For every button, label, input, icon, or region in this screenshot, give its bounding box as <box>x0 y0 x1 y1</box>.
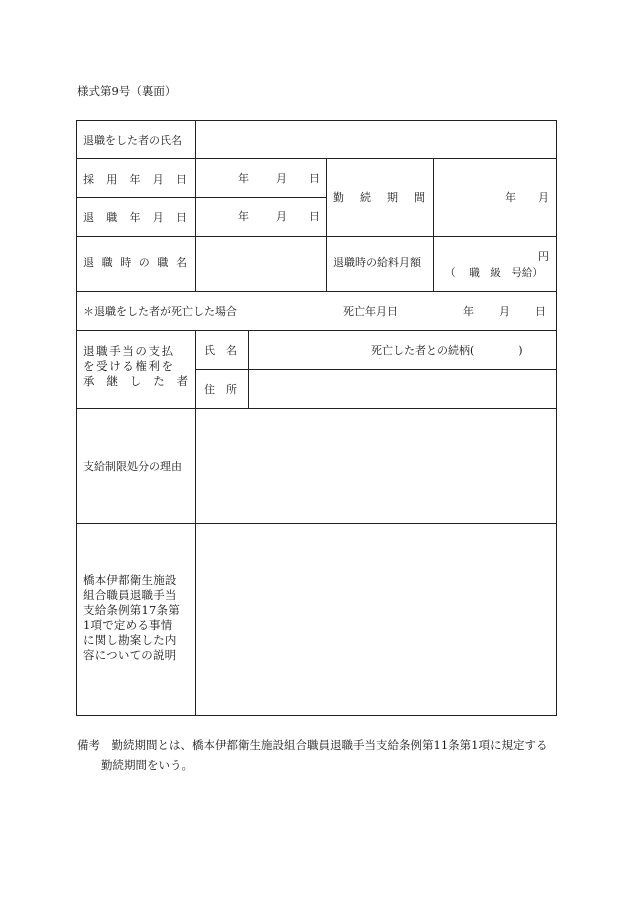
successor-label: 退職手当の支払 を受ける権利を 承 継 し た 者 <box>83 344 189 388</box>
service-month-unit: 月 <box>538 191 549 204</box>
death-date-label: 死亡年月日 <box>343 305 398 318</box>
retire-date-field[interactable] <box>197 199 325 235</box>
hire-day-unit: 日 <box>309 172 320 185</box>
position-label: 退 職 時 の 職 名 <box>83 256 187 269</box>
death-case-label: ＊退職をした者が死亡した場合 <box>83 305 237 318</box>
service-period-label: 勤 続 期 間 <box>333 191 425 204</box>
explanation-field[interactable] <box>197 525 555 714</box>
retire-year-unit: 年 <box>238 210 249 223</box>
successor-name-field[interactable] <box>250 332 555 368</box>
successor-address-label: 住 所 <box>204 383 237 396</box>
hire-month-unit: 月 <box>276 172 287 185</box>
death-year-unit: 年 <box>463 305 474 318</box>
successor-name-label: 氏 名 <box>204 344 237 357</box>
retire-date-label: 退 職 年 月 日 <box>83 211 187 224</box>
yen-unit: 円 <box>538 250 549 263</box>
service-period-field[interactable] <box>435 160 555 235</box>
death-date-field[interactable] <box>420 293 555 329</box>
form-title: 様式第9号（裏面） <box>77 84 177 98</box>
hire-date-field[interactable] <box>197 160 325 196</box>
remarks-line-1: 備考 勤続期間とは、橋本伊都衛生施設組合職員退職手当支給条例第11条第1項に規定する <box>77 738 548 752</box>
retiree-name-label: 退職をした者の氏名 <box>83 134 182 147</box>
salary-label: 退職時の給料月額 <box>333 256 421 269</box>
position-field[interactable] <box>197 238 325 290</box>
retire-month-unit: 月 <box>276 210 287 223</box>
hire-date-label: 採 用 年 月 日 <box>83 173 187 186</box>
death-month-unit: 月 <box>499 305 510 318</box>
death-day-unit: 日 <box>535 305 546 318</box>
restriction-reason-field[interactable] <box>197 410 555 522</box>
hire-year-unit: 年 <box>238 172 249 185</box>
retiree-name-field[interactable] <box>197 122 555 157</box>
remarks-line-2: 勤続期間をいう。 <box>101 758 193 772</box>
service-year-unit: 年 <box>505 191 516 204</box>
grade-line: （ 職 級 号給） <box>445 267 543 279</box>
explanation-label: 橋本伊都衛生施設 組合職員退職手当 支給条例第17条第 1項で定める事情 に関し勘案した内 容についての説明 <box>83 573 180 662</box>
restriction-reason-label: 支給制限処分の理由 <box>83 460 182 473</box>
successor-address-field[interactable] <box>250 371 555 407</box>
relation-label: 死亡した者との続柄( ) <box>371 344 523 357</box>
salary-field[interactable] <box>435 238 555 290</box>
retire-day-unit: 日 <box>309 210 320 223</box>
